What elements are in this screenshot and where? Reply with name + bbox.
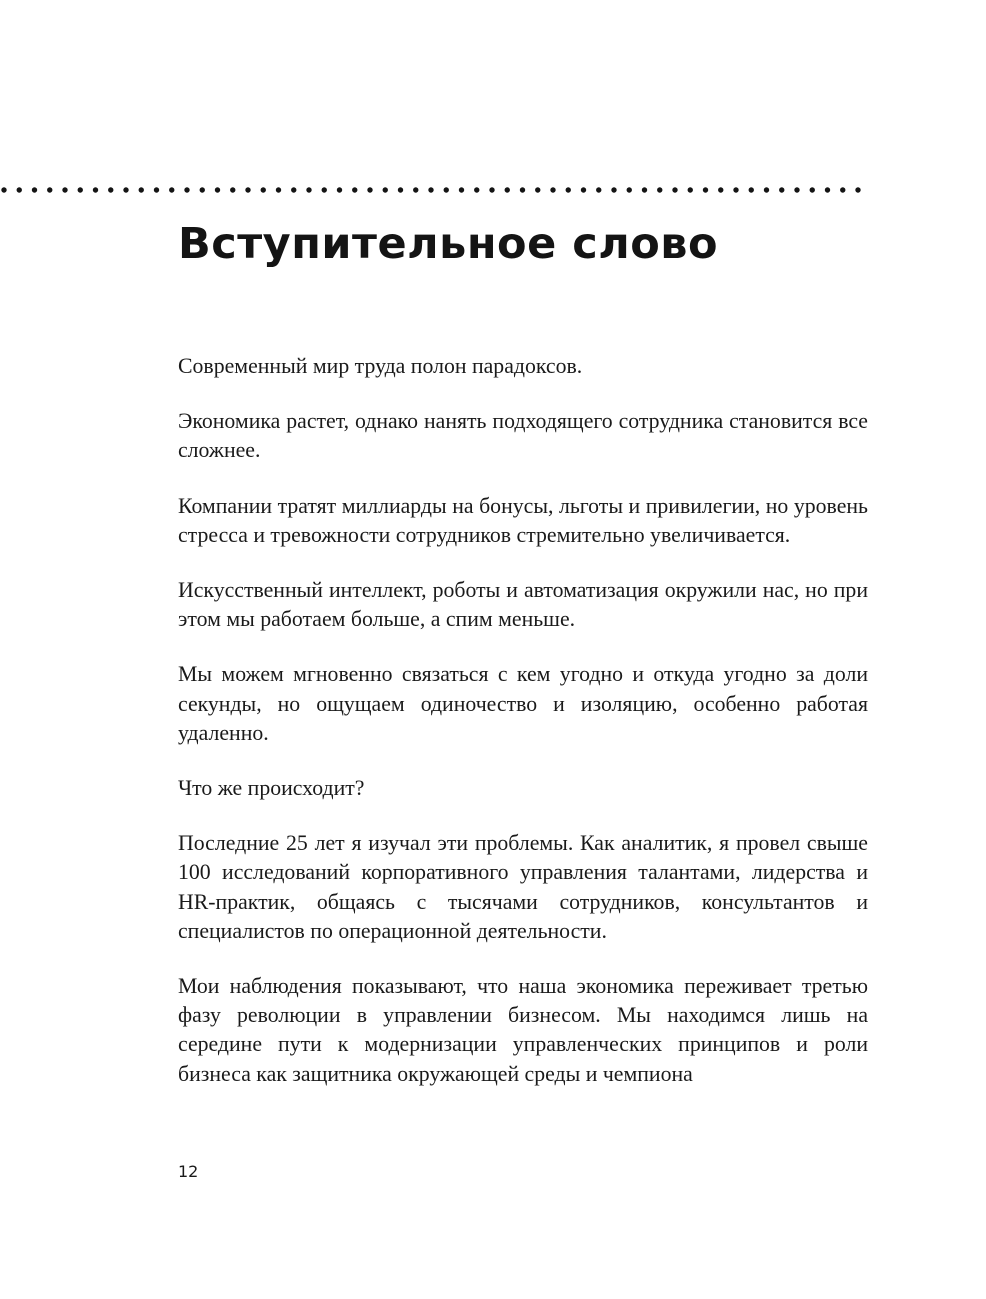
divider-dot bbox=[810, 187, 815, 192]
divider-dot bbox=[505, 187, 510, 192]
divider-dot bbox=[352, 187, 357, 192]
divider-dot bbox=[245, 187, 250, 192]
divider-dot bbox=[154, 187, 159, 192]
divider-dot bbox=[520, 187, 525, 192]
divider-dot bbox=[413, 187, 418, 192]
divider-dot bbox=[749, 187, 754, 192]
divider-dot bbox=[566, 187, 571, 192]
divider-dot bbox=[535, 187, 540, 192]
divider-dot bbox=[78, 187, 83, 192]
divider-dot bbox=[47, 187, 52, 192]
divider-dot bbox=[291, 187, 296, 192]
divider-dot bbox=[383, 187, 388, 192]
divider-dot bbox=[428, 187, 433, 192]
divider-dot bbox=[139, 187, 144, 192]
divider-dot bbox=[703, 187, 708, 192]
divider-dot bbox=[230, 187, 235, 192]
divider-dot bbox=[367, 187, 372, 192]
divider-dot bbox=[322, 187, 327, 192]
divider-dot bbox=[764, 187, 769, 192]
divider-dot bbox=[215, 187, 220, 192]
divider-dot bbox=[627, 187, 632, 192]
divider-dot bbox=[398, 187, 403, 192]
divider-dot bbox=[611, 187, 616, 192]
paragraph: Что же происходит? bbox=[178, 776, 365, 801]
divider-dot bbox=[184, 187, 189, 192]
divider-dot bbox=[459, 187, 464, 192]
divider-dot bbox=[657, 187, 662, 192]
divider-dot bbox=[32, 187, 37, 192]
divider-dot bbox=[108, 187, 113, 192]
divider-dot bbox=[596, 187, 601, 192]
divider-dot bbox=[306, 187, 311, 192]
paragraph: Искусственный интеллект, роботы и автоматизация окружили нас, но при этом мы работаем больше, а спим меньше. bbox=[178, 578, 868, 632]
divider-dot bbox=[840, 187, 845, 192]
divider-dot bbox=[688, 187, 693, 192]
divider-dot bbox=[672, 187, 677, 192]
paragraph: Компании тратят миллиарды на бонусы, льготы и привилегии, но уровень стресса и тревожности сотрудников стремительно увеличивается. bbox=[178, 493, 868, 547]
body-text bbox=[178, 352, 868, 1089]
divider-dot bbox=[337, 187, 342, 192]
divider-dot bbox=[17, 187, 22, 192]
divider-dot bbox=[855, 187, 860, 192]
divider-dot bbox=[550, 187, 555, 192]
divider-dot bbox=[444, 187, 449, 192]
divider-dot bbox=[779, 187, 784, 192]
divider-dot bbox=[261, 187, 266, 192]
divider-dot bbox=[794, 187, 799, 192]
divider-dot bbox=[489, 187, 494, 192]
paragraph: Мы можем мгновенно связаться с кем угодно и откуда угодно за доли секунды, но ощущаем одиночество и изоляцию, особенно работая удаленно. bbox=[178, 662, 868, 745]
divider-dot bbox=[1, 187, 6, 192]
divider-dot bbox=[825, 187, 830, 192]
divider-dot bbox=[276, 187, 281, 192]
dotted-divider bbox=[0, 186, 880, 194]
divider-dot bbox=[581, 187, 586, 192]
divider-dot bbox=[123, 187, 128, 192]
divider-dot bbox=[169, 187, 174, 192]
paragraph: Современный мир труда полон парадоксов. bbox=[178, 354, 583, 378]
divider-dot bbox=[718, 187, 723, 192]
chapter-title: Вступительное слово bbox=[178, 219, 718, 269]
divider-dot bbox=[474, 187, 479, 192]
paragraph: Экономика растет, однако нанять подходящего сотрудника становится все сложнее. bbox=[178, 409, 868, 463]
divider-dot bbox=[642, 187, 647, 192]
divider-dot bbox=[62, 187, 67, 192]
divider-dot bbox=[733, 187, 738, 192]
divider-dot bbox=[200, 187, 205, 192]
paragraph: Последние 25 лет я изучал эти проблемы. Как аналитик, я провел свыше 100 исследований корпоративного управления талантами, лидерства и HR-практик, общаясь с тысячами сотрудников, консультантов и специалистов по операционной деятельности. bbox=[178, 831, 868, 943]
paragraph: Мои наблюдения показывают, что наша экономика переживает третью фазу революции в управлении бизнесом. Мы находимся лишь на середине пути к модернизации управленческих принципов и роли бизнеса как защитника окружающей среды и чемпиона bbox=[178, 974, 868, 1086]
page-number: 12 bbox=[178, 1162, 199, 1181]
divider-dot bbox=[93, 187, 98, 192]
